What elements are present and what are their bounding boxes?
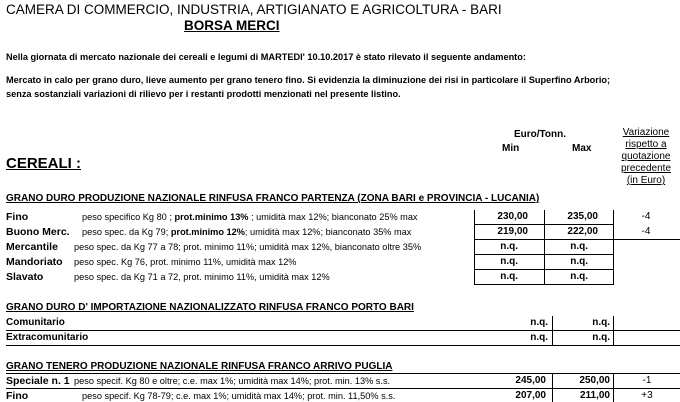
col-divider	[544, 210, 545, 285]
product-desc: peso spec. da Kg 71 a 72, prot. minimo 11%, umidità max 12%	[74, 272, 330, 282]
product-desc: peso spec. da Kg 77 a 78; prot. minimo 11%; umidità max 12%, bianconato oltre 35%	[74, 242, 422, 252]
product-name: Mercantile	[6, 241, 58, 253]
unit-header: Euro/Tonn.	[514, 129, 567, 140]
group-title-soft-wheat: GRANO TENERO PRODUZIONE NAZIONALE RINFUSA FRANCO ARRIVO PUGLIA	[6, 361, 393, 372]
product-desc: peso spec. Kg 76, prot. minimo 11%, umidità max 12%	[74, 257, 297, 267]
variation-value: -4	[641, 226, 651, 237]
variation-header-line: Variazione	[622, 127, 670, 138]
max-value: n.q.	[570, 241, 588, 252]
borsa-merci-title: BORSA MERCI	[184, 18, 280, 33]
col-divider	[613, 373, 614, 402]
variation-value: -1	[642, 375, 652, 386]
variation-value: -4	[641, 211, 651, 222]
max-header: Max	[572, 143, 592, 154]
variation-header-line: (in Euro)	[626, 175, 666, 186]
max-value: n.q.	[570, 256, 588, 267]
intro-text: Nella giornata di mercato nazionale dei cereali e legumi di MARTEDI' 10.10.2017 è stato rilevato il seguente andamento:	[6, 52, 526, 62]
product-name: Extracomunitario	[6, 332, 89, 343]
max-value: 211,00	[579, 390, 610, 401]
max-value: n.q.	[592, 317, 610, 328]
min-value: n.q.	[530, 317, 548, 328]
row-divider	[6, 330, 680, 331]
row-divider	[6, 345, 680, 346]
min-header: Min	[502, 143, 520, 154]
row-divider	[6, 388, 680, 389]
col-divider	[613, 316, 614, 346]
min-value: 230,00	[497, 211, 528, 222]
product-desc: peso specif. Kg 80 e oltre; c.e. max 1%; umidità max 14%; prot. min. 13% s.s.	[74, 376, 391, 386]
product-name: Comunitario	[6, 317, 65, 328]
max-value: 235,00	[567, 211, 598, 222]
summary-line-1: Mercato in calo per grano duro, lieve aumento per grano tenero fino. Si evidenzia la diminuzione dei risi in particolare il Superfino Arborio;	[6, 75, 611, 85]
product-name: Buono Merc.	[6, 226, 70, 238]
product-name: Speciale n. 1	[6, 375, 70, 387]
col-divider	[552, 316, 553, 346]
max-value: n.q.	[570, 271, 588, 282]
product-name: Slavato	[6, 271, 44, 283]
min-value: n.q.	[500, 241, 518, 252]
product-desc: peso specif. Kg 78-79; c.e. max 1%; umidità max 14%; prot. min. 11,50% s.s.	[82, 391, 396, 401]
variation-header-line: quotazione	[621, 151, 671, 162]
product-name: Fino	[6, 390, 29, 402]
variation-header-line: rispetto a	[625, 139, 667, 150]
min-value: 219,00	[497, 226, 528, 237]
max-value: 222,00	[567, 226, 598, 237]
row-divider	[6, 373, 680, 374]
product-name: Mandoriato	[6, 256, 63, 268]
min-value: n.q.	[530, 332, 548, 343]
product-desc: peso spec. da Kg 79; prot.minimo 12%; umidità max 12%; bianconato 35% max	[82, 227, 412, 237]
chamber-title: CAMERA DI COMMERCIO, INDUSTRIA, ARTIGIANATO E AGRICOLTURA - BARI	[6, 2, 502, 17]
product-name: Fino	[6, 211, 29, 223]
max-value: 250,00	[579, 375, 610, 386]
min-value: n.q.	[500, 256, 518, 267]
min-value: n.q.	[500, 271, 518, 282]
min-value: 245,00	[515, 375, 546, 386]
row-divider	[474, 239, 680, 240]
max-value: n.q.	[592, 332, 610, 343]
col-divider	[474, 210, 475, 285]
group-title-durum-national: GRANO DURO PRODUZIONE NAZIONALE RINFUSA FRANCO PARTENZA (ZONA BARI e PROVINCIA - LUCANIA)	[6, 193, 540, 204]
variation-header-line: precedente	[620, 163, 672, 174]
summary-line-2: senza sostanziali variazioni di rilievo per i restanti prodotti menzionati nel presente listino.	[6, 89, 401, 99]
group-title-durum-import: GRANO DURO D' IMPORTAZIONE NAZIONALIZZATO RINFUSA FRANCO PORTO BARI	[6, 302, 414, 313]
section-title: CEREALI :	[6, 155, 81, 172]
min-value: 207,00	[515, 390, 546, 401]
col-divider	[552, 373, 553, 402]
variation-header	[612, 127, 680, 187]
col-divider	[613, 210, 614, 285]
product-desc: peso specifico Kg 80 ; prot.minimo 13% ; umidità max 12%; bianconato 25% max	[82, 212, 418, 222]
variation-value: +3	[641, 390, 653, 401]
